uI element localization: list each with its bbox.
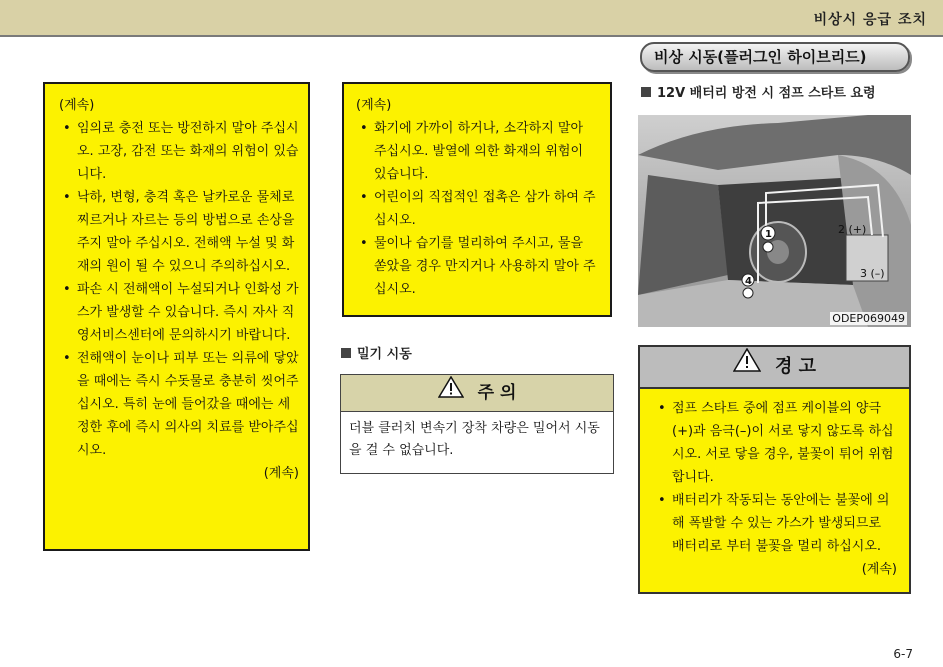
- push-start-heading: [341, 343, 412, 362]
- label-four: 4: [745, 276, 752, 287]
- warning-box: [638, 345, 911, 594]
- page-number: 6-7: [893, 647, 913, 661]
- caution-header: [341, 375, 613, 412]
- section-pill: [640, 42, 910, 72]
- warning-triangle-icon: [733, 347, 761, 387]
- bullet-item: • 전해액이 눈이나 피부 또는 의류에 닿았을 때에는 즉시 수돗물로 충분히 씻어주십시오. 특히 눈에 들어갔을 때에는 세정한 후에 즉시 의사의 치료를 받아주십시오.: [59, 347, 299, 462]
- warning-triangle-icon: [438, 375, 464, 411]
- label-three: 3 (–): [860, 267, 885, 280]
- jump-start-heading: [641, 82, 876, 101]
- section-title: 비상시 응급 조치: [813, 12, 927, 28]
- bullet-item: • 파손 시 전해액이 누설되거나 인화성 가스가 발생할 수 있습니다. 즉시 자사 직영서비스센터에 문의하시기 바랍니다.: [59, 278, 299, 347]
- continued-label: (계속): [861, 562, 897, 577]
- caution-text: 더블 클러치 변속기 장착 차량은 밀어서 시동을 걸 수 없습니다.: [349, 421, 600, 458]
- bullet-item: • 물이나 습기를 멀리하여 주시고, 물을 쏟았을 경우 만지거나 사용하지 말아 주십시오.: [356, 232, 598, 301]
- square-bullet-icon: [641, 87, 651, 97]
- continued-label: (계속): [263, 466, 299, 481]
- section-pill-label: 비상 시동(플러그인 하이브리드): [654, 48, 867, 66]
- jump-start-illustration: [638, 115, 911, 327]
- header-rule: [0, 35, 943, 37]
- bullet-item: • 어린이의 직접적인 접촉은 삼가 하여 주십시오.: [356, 186, 598, 232]
- caution-box: [340, 374, 614, 474]
- bullet-item: • 배터리가 작동되는 동안에는 불꽃에 의해 폭발할 수 있는 가스가 발생되므로 배터리로 부터 불꽃을 멀리 하십시오.: [654, 489, 897, 558]
- warning-header: [640, 347, 909, 389]
- page-header: [0, 0, 943, 35]
- push-start-heading-text: 밀기 시동: [357, 347, 412, 362]
- battery-caution-box-middle: [342, 82, 612, 317]
- bullet-item: • 임의로 충전 또는 방전하지 말아 주십시오. 고장, 감전 또는 화재의 위험이 있습니다.: [59, 117, 299, 186]
- square-bullet-icon: [341, 348, 351, 358]
- label-one: 1: [765, 229, 772, 240]
- label-two: 2 (+): [838, 223, 867, 236]
- battery-caution-box-left: [43, 82, 310, 551]
- jump-start-heading-text: 12V 배터리 방전 시 점프 스타트 요령: [657, 86, 876, 101]
- continued-label: (계속): [59, 98, 95, 113]
- bullet-item: • 낙하, 변형, 충격 혹은 날카로운 물체로 찌르거나 자르는 등의 방법으로 손상을 주지 말아 주십시오. 전해액 누설 및 화재의 원이 될 수 있으니 주의하십시오.: [59, 186, 299, 278]
- bullet-item: • 화기에 가까이 하거나, 소각하지 말아 주십시오. 발열에 의한 화재의 위험이 있습니다.: [356, 117, 598, 186]
- warning-title: 경 고: [774, 356, 817, 377]
- image-code: ODEP069049: [832, 312, 905, 325]
- caution-title: 주 의: [477, 383, 517, 403]
- bullet-item: • 점프 스타트 중에 점프 케이블의 양극(+)과 음극(–)이 서로 닿지 않도록 하십시오. 서로 닿을 경우, 불꽃이 튀어 위험합니다.: [654, 397, 897, 489]
- continued-label: (계속): [356, 98, 392, 113]
